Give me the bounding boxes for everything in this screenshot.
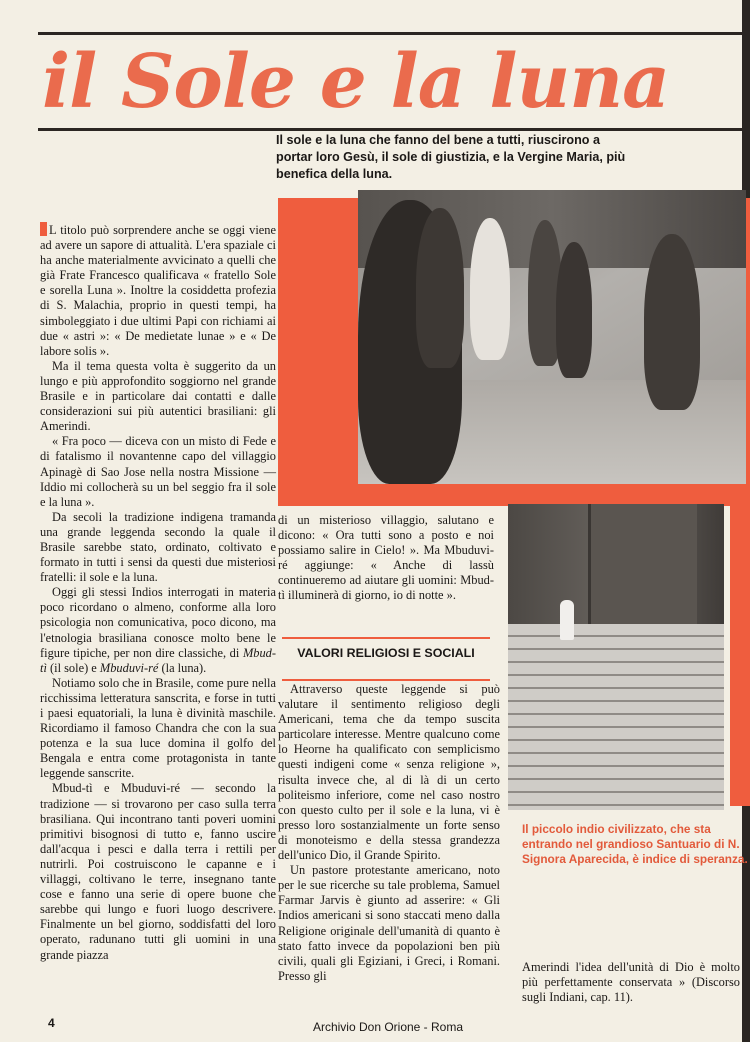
section-top-rule xyxy=(282,637,490,639)
photo-indio-children xyxy=(358,190,746,484)
paragraph: Da secoli la tradizione indigena tramanda una grande leggenda secondo la quale il Brasile sarebbe stato, ordinato, coltivato e formato in tutti i sensi da questi due misteriosi fratelli: il sole e la luna. xyxy=(40,509,276,585)
photo-caption: Il piccolo indio civilizzato, che sta entrando nel grandioso Santuario di N. Signora Aparecida, è indice di speranza. xyxy=(522,822,748,866)
paragraph: « Fra poco — diceva con un misto di Fede e di fatalismo il novantenne capo del villaggio Apinagè di Sao Jose nella nostra Missione — Iddio mi collocherà su un bel seggio fra il sole e la luna ». xyxy=(40,434,276,509)
orange-side-strip xyxy=(730,506,750,806)
article-subtitle: Il sole e la luna che fanno del bene a tutti, riuscirono a portar loro Gesù, il sole di giustizia, e la Vergine Maria, più benefica della luna. xyxy=(276,133,626,181)
section-bottom-rule xyxy=(282,679,490,681)
dropcap-marker xyxy=(40,222,47,236)
article-column-1 xyxy=(40,222,276,963)
paragraph: di un misterioso villaggio, salutano e dicono: « Ora tutti sono a posto e noi possiamo salire in Cielo! ». Ma Mbuduvi-ré aggiunge: « Anche di lassù continueremo ad aiutare gli uomini: Mbud-tì illuminerà di giorno, io di notte ». xyxy=(278,513,494,603)
article-column-3 xyxy=(522,960,740,1005)
paragraph: Attraverso queste leggende si può valutare il sentimento religioso degli Americani, tema che da tempo suscita particolare interesse. Mentre qualcuno come lo Heorne ha qualificato con semplicismo questi indigeni come « senza religione », risulta invece che, al di là di un certo politeismo inferiore, come nel caso nostro con questo culto per il sole e la luna, vi è presso loro sostanzialmente un forte senso di monoteismo e della stessa grandezza dell'unico Dio, il Grande Spirito. xyxy=(278,682,500,863)
paragraph: Un pastore protestante americano, noto per le sue ricerche su tale problema, Samuel Farmar Jarvis è giunto ad asserire: « Gli Indios americani si sono staccati meno dalla Religione originale dell'umanità di quanto è stato fatto invece da popolazioni ben più civili, quali gli Egiziani, i Greci, i Romani. Presso gli xyxy=(278,863,500,983)
page-number: 4 xyxy=(48,1016,55,1030)
article-title: il Sole e la luna xyxy=(42,39,670,125)
paragraph: Oggi gli stessi Indios interrogati in materia poco ricordano o almeno, conforme alla loro psicologia non comunicativa, poco dicono, ma l'etnologia brasiliana conosce molto bene le figure tipiche, per non dire classiche, di Mbud-tì (il sole) e Mbuduvi-ré (la luna). xyxy=(40,585,276,675)
paragraph: L titolo può sorprendere anche se oggi viene ad avere un sapore di attualità. L'era spaziale ci ha anche materialmente avvicinato a quelli che già Frate Francesco qualificava « fratello Sole e sorella Luna ». Inoltre la cosiddetta profezia di S. Malachia, proprio in questi tempi, ha simboleggiato i due ultimi Papi con richiami ai due « astri »: « De medietate lunae » e « De labore solis ». xyxy=(40,223,276,358)
paragraph: Notiamo solo che in Brasile, come pure nella ricchissima letteratura sanscrita, e forse in tutti i paesi equatoriali, la luna è divinità maschile. Ricordiamo il famoso Chandra che con la sua potenza e la sua luce domina il golfo del Bengala e entra come protagonista in tante leggende sanscrite. xyxy=(40,675,276,781)
paragraph: Amerindi l'idea dell'unità di Dio è molto più perfettamente conservata » (Discorso sugli Indiani, cap. 11). xyxy=(522,960,740,1005)
paragraph: Mbud-tì e Mbuduvi-ré — secondo la tradizione — si trovarono per caso sulla terra brasiliana. Qui incontrano tanti poveri uomini primitivi bisognosi di tutto e, fanno uscire dall'acqua i pesci e dalla terra i rettili per nutrirli. Poi costruiscono le capanne e i villaggi, coltivano le terre, insegnano tante cose e fanno una serie di opere buone che sarebbe qui lungo e fuori luogo descrivere. Finalmente un bel giorno, soddisfatti del loro operato, radunano tutti gli uomini in una grande piazza xyxy=(40,781,276,962)
archive-footer: Archivio Don Orione - Roma xyxy=(312,1020,464,1034)
article-column-2-top xyxy=(278,513,494,604)
title-bottom-rule xyxy=(38,128,742,131)
paragraph: Ma il tema questa volta è suggerito da un lungo e più approfondito soggiorno nel grande Brasile e in particolare dai contatti e dalle considerazioni sui più autentici brasiliani: gli Amerindi. xyxy=(40,358,276,434)
photo-santuario-steps xyxy=(508,504,724,810)
section-heading: VALORI RELIGIOSI E SOCIALI xyxy=(297,646,475,660)
article-column-2-bottom xyxy=(278,682,500,984)
